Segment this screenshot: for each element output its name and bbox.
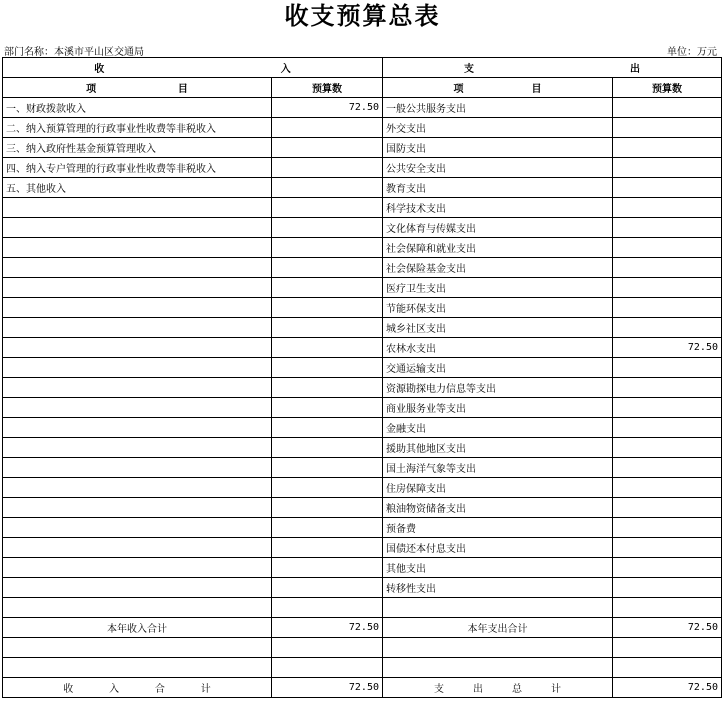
table-row (3, 438, 722, 458)
income-item-cell (3, 478, 272, 498)
income-item-cell: 二、纳入预算管理的行政事业性收费等非税收入 (3, 118, 272, 138)
expense-item-cell (383, 598, 613, 618)
income-value-cell (272, 278, 383, 298)
income-value-cell (272, 238, 383, 258)
table-row (3, 338, 722, 358)
blank-cell (383, 638, 613, 658)
expense-item-cell: 粮油物资储备支出 (383, 498, 613, 518)
expense-item-cell: 公共安全支出 (383, 158, 613, 178)
year-expense-total-label: 本年支出合计 (383, 618, 613, 638)
grand-expense-total-char: 支 (433, 684, 444, 695)
table-row (3, 218, 722, 238)
blank-row (3, 638, 722, 658)
blank-cell (383, 658, 613, 678)
expense-value-cell (613, 438, 722, 458)
blank-cell (3, 638, 272, 658)
expense-value-cell: 72.50 (613, 338, 722, 358)
income-item-cell: 一、财政拨款收入 (3, 98, 272, 118)
income-item-cell (3, 378, 272, 398)
expense-value-cell (613, 558, 722, 578)
income-item-cell (3, 198, 272, 218)
expense-item-cell: 转移性支出 (383, 578, 613, 598)
expense-item-header-char-1: 项 (453, 84, 464, 95)
expense-value-cell (613, 598, 722, 618)
table-row (3, 138, 722, 158)
income-value-cell (272, 598, 383, 618)
grand-expense-total-char: 出 (472, 684, 483, 695)
grand-income-total-char: 合 (154, 684, 165, 695)
grand-total-row (3, 678, 722, 698)
income-budget-header: 预算数 (272, 78, 383, 98)
income-value-cell (272, 478, 383, 498)
income-value-cell (272, 498, 383, 518)
expense-value-cell (613, 518, 722, 538)
expense-item-cell: 商业服务业等支出 (383, 398, 613, 418)
income-item-header (3, 78, 272, 98)
expense-item-header (383, 78, 613, 98)
income-value-cell (272, 538, 383, 558)
grand-expense-total-char: 总 (511, 684, 522, 695)
expense-value-cell (613, 358, 722, 378)
income-item-cell (3, 238, 272, 258)
expense-item-cell: 农林水支出 (383, 338, 613, 358)
expense-item-cell: 节能环保支出 (383, 298, 613, 318)
income-value-cell (272, 358, 383, 378)
income-item-cell (3, 338, 272, 358)
income-value-cell (272, 118, 383, 138)
grand-expense-total-value: 72.50 (613, 678, 722, 698)
blank-cell (272, 658, 383, 678)
table-row (3, 458, 722, 478)
table-row (3, 558, 722, 578)
income-value-cell (272, 398, 383, 418)
income-value-cell (272, 138, 383, 158)
income-value-cell (272, 158, 383, 178)
income-item-cell (3, 358, 272, 378)
expense-item-cell: 外交支出 (383, 118, 613, 138)
table-row (3, 158, 722, 178)
expense-value-cell (613, 118, 722, 138)
table-row (3, 398, 722, 418)
expense-item-cell: 国防支出 (383, 138, 613, 158)
income-item-cell (3, 498, 272, 518)
income-value-cell (272, 378, 383, 398)
table-row (3, 578, 722, 598)
expense-item-cell: 援助其他地区支出 (383, 438, 613, 458)
income-section-header (3, 58, 383, 78)
income-value-cell (272, 458, 383, 478)
expense-item-cell: 国土海洋气象等支出 (383, 458, 613, 478)
table-row (3, 378, 722, 398)
table-row (3, 418, 722, 438)
income-value-cell: 72.50 (272, 98, 383, 118)
expense-value-cell (613, 98, 722, 118)
section-header-row (3, 58, 722, 78)
blank-cell (613, 638, 722, 658)
income-value-cell (272, 178, 383, 198)
income-value-cell (272, 418, 383, 438)
blank-cell (272, 638, 383, 658)
table-row (3, 178, 722, 198)
income-item-cell (3, 558, 272, 578)
income-item-cell (3, 538, 272, 558)
department-label: 部门名称：本溪市平山区交通局 (4, 47, 144, 58)
expense-item-cell: 一般公共服务支出 (383, 98, 613, 118)
income-value-cell (272, 218, 383, 238)
blank-cell (613, 658, 722, 678)
expense-value-cell (613, 218, 722, 238)
expense-item-cell: 交通运输支出 (383, 358, 613, 378)
expense-value-cell (613, 178, 722, 198)
income-item-cell (3, 218, 272, 238)
budget-table (2, 57, 722, 698)
grand-income-total-label (3, 678, 272, 698)
income-header-char-2: 入 (280, 64, 291, 75)
expense-section-header (383, 58, 722, 78)
year-expense-total-value: 72.50 (613, 618, 722, 638)
expense-item-cell: 金融支出 (383, 418, 613, 438)
income-value-cell (272, 558, 383, 578)
expense-item-cell: 预备费 (383, 518, 613, 538)
income-item-cell (3, 318, 272, 338)
income-value-cell (272, 318, 383, 338)
expense-item-cell: 教育支出 (383, 178, 613, 198)
table-row (3, 278, 722, 298)
income-item-cell (3, 578, 272, 598)
table-row (3, 118, 722, 138)
income-item-cell: 四、纳入专户管理的行政事业性收费等非税收入 (3, 158, 272, 178)
blank-cell (3, 658, 272, 678)
expense-item-cell: 社会保障和就业支出 (383, 238, 613, 258)
expense-item-cell: 住房保障支出 (383, 478, 613, 498)
grand-income-total-char: 入 (109, 684, 120, 695)
expense-item-cell: 文化体育与传媒支出 (383, 218, 613, 238)
expense-value-cell (613, 298, 722, 318)
income-item-cell (3, 598, 272, 618)
income-value-cell (272, 198, 383, 218)
year-total-row (3, 618, 722, 638)
grand-income-total-char: 收 (63, 684, 74, 695)
expense-item-cell: 城乡社区支出 (383, 318, 613, 338)
expense-value-cell (613, 278, 722, 298)
expense-item-cell: 医疗卫生支出 (383, 278, 613, 298)
income-value-cell (272, 438, 383, 458)
expense-value-cell (613, 258, 722, 278)
expense-value-cell (613, 538, 722, 558)
expense-header-char-1: 支 (464, 64, 474, 75)
expense-item-cell: 资源勘探电力信息等支出 (383, 378, 613, 398)
income-value-cell (272, 298, 383, 318)
income-header-char-1: 收 (94, 64, 105, 75)
expense-item-cell: 社会保险基金支出 (383, 258, 613, 278)
table-row (3, 258, 722, 278)
table-row (3, 498, 722, 518)
table-row (3, 298, 722, 318)
table-row (3, 598, 722, 618)
expense-value-cell (613, 418, 722, 438)
income-item-cell: 三、纳入政府性基金预算管理收入 (3, 138, 272, 158)
expense-header-char-2: 出 (630, 64, 640, 75)
year-income-total-label: 本年收入合计 (3, 618, 272, 638)
grand-income-total-char: 计 (200, 684, 211, 695)
expense-budget-header: 预算数 (613, 78, 722, 98)
expense-item-header-char-2: 目 (531, 84, 542, 95)
income-item-cell (3, 438, 272, 458)
unit-label: 单位：万元 (667, 47, 717, 58)
table-row (3, 318, 722, 338)
income-value-cell (272, 338, 383, 358)
income-item-cell (3, 518, 272, 538)
income-item-cell: 五、其他收入 (3, 178, 272, 198)
expense-item-cell: 国债还本付息支出 (383, 538, 613, 558)
table-row (3, 358, 722, 378)
budget-table-body (3, 58, 722, 698)
income-item-header-char-2: 目 (177, 84, 188, 95)
expense-value-cell (613, 478, 722, 498)
expense-value-cell (613, 198, 722, 218)
income-item-cell (3, 298, 272, 318)
expense-item-cell: 其他支出 (383, 558, 613, 578)
blank-row (3, 658, 722, 678)
expense-item-cell: 科学技术支出 (383, 198, 613, 218)
column-header-row (3, 78, 722, 98)
income-item-cell (3, 278, 272, 298)
income-item-cell (3, 398, 272, 418)
income-item-header-char-1: 项 (86, 84, 97, 95)
income-value-cell (272, 518, 383, 538)
year-income-total-value: 72.50 (272, 618, 383, 638)
table-row (3, 538, 722, 558)
income-value-cell (272, 578, 383, 598)
grand-income-total-value: 72.50 (272, 678, 383, 698)
grand-expense-total-label (383, 678, 613, 698)
expense-value-cell (613, 238, 722, 258)
expense-value-cell (613, 398, 722, 418)
expense-value-cell (613, 138, 722, 158)
expense-value-cell (613, 458, 722, 478)
income-item-cell (3, 418, 272, 438)
income-item-cell (3, 458, 272, 478)
expense-value-cell (613, 158, 722, 178)
table-row (3, 478, 722, 498)
income-item-cell (3, 258, 272, 278)
expense-value-cell (613, 378, 722, 398)
table-row (3, 198, 722, 218)
expense-value-cell (613, 318, 722, 338)
grand-expense-total-char: 计 (551, 684, 561, 695)
table-row (3, 98, 722, 118)
expense-value-cell (613, 498, 722, 518)
expense-value-cell (613, 578, 722, 598)
table-row (3, 238, 722, 258)
page-title: 收支预算总表 (284, 1, 441, 30)
table-row (3, 518, 722, 538)
income-value-cell (272, 258, 383, 278)
